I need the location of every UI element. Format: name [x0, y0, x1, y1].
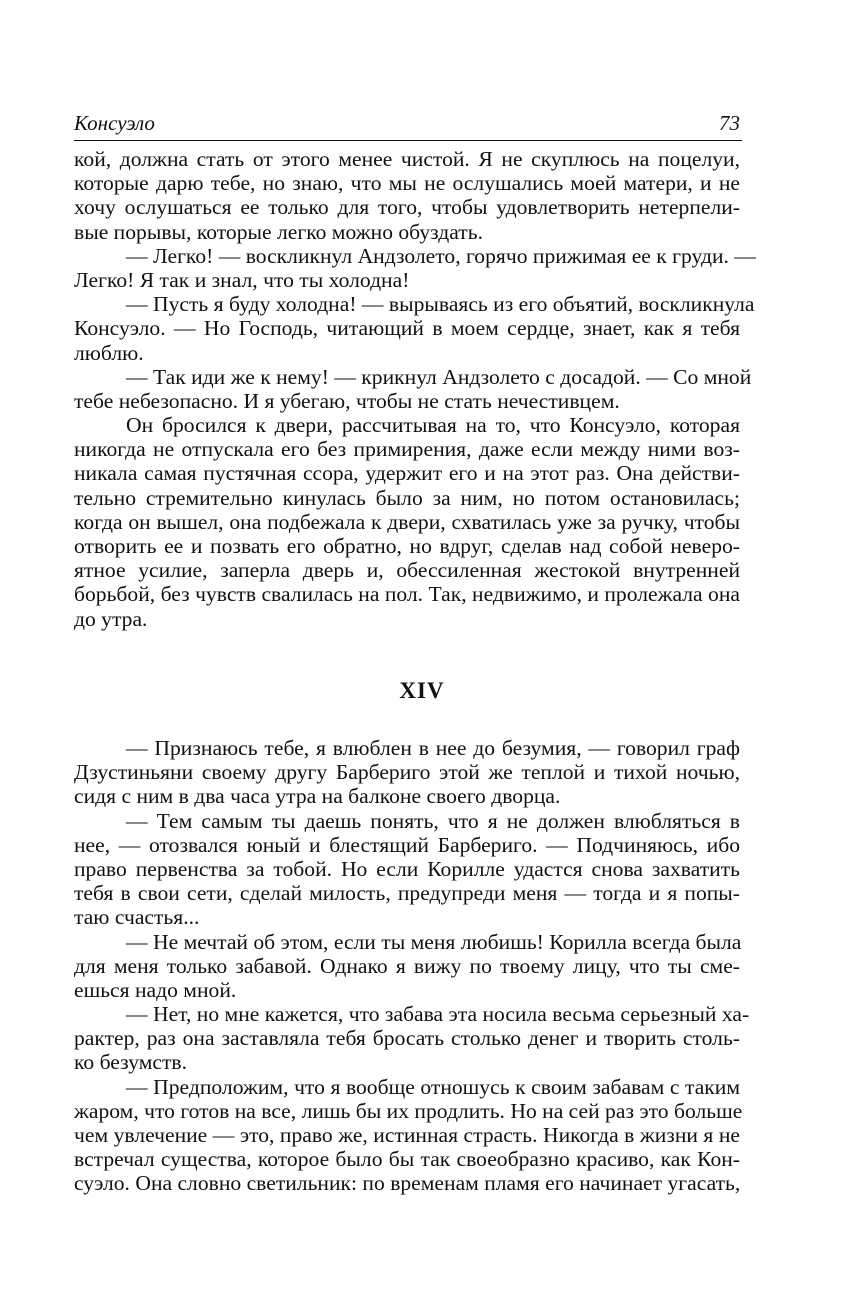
text-line: до утра.	[74, 606, 148, 631]
text-line: ешься надо мной.	[74, 977, 237, 1002]
text-line: чем увлечение — это, право же, истинная страсть. Никогда в жизни я не	[74, 1123, 740, 1147]
chapter-heading: XIV	[399, 678, 445, 703]
text-line: таю счастья...	[74, 905, 200, 930]
text-line: Легко! Я так и знал, что ты холодна!	[74, 267, 410, 292]
page-header	[74, 110, 742, 141]
text-line: суэло. Она словно светильник: по временам пламя его начинает угасать,	[74, 1171, 741, 1196]
text-block-before-chapter	[74, 147, 756, 631]
text-line: право первенства за тобой. Но если Корилле удастся снова захватить	[74, 856, 740, 881]
running-title: Консуэло	[74, 111, 155, 135]
text-line: кой, должна стать от этого менее чистой. Я не скуплюсь на поцелуи,	[74, 147, 740, 171]
text-line: тебе небезопасно. И я убегаю, чтобы не стать нечестивцем.	[74, 388, 620, 413]
text-line: рактер, раз она заставляла тебя бросать столько денег и творить столь-	[74, 1026, 740, 1051]
text-line: Дзустиньяни своему другу Барбериго этой же теплой и тихой ночью,	[74, 760, 740, 785]
text-line: — Нет, но мне кажется, что забава эта носила весьма серьезный ха-	[126, 1002, 750, 1027]
text-line: встречал существа, которое было бы так своеобразно красиво, как Кон-	[74, 1147, 740, 1172]
text-line: ятное усилие, заперла дверь и, обессиленная жестокой внутренней	[74, 558, 740, 583]
text-line: когда он вышел, она подбежала к двери, схватилась уже за ручку, чтобы	[74, 509, 740, 534]
text-line: тельно стремительно кинулась было за ним, но потом остановилась;	[74, 485, 740, 510]
text-line: хочу ослушаться ее только для того, чтобы удовлетворить нетерпели-	[74, 195, 740, 220]
text-line: — Предположим, что я вообще отношусь к своим забавам с таким	[126, 1074, 740, 1099]
text-line: — Пусть я буду холодна! — вырываясь из его объятий, воскликнула	[126, 292, 755, 317]
text-line: никогда не отпускала его без примирения, даже если между ними воз-	[74, 437, 740, 462]
text-line: ко безумств.	[74, 1050, 188, 1075]
text-line: отворить ее и позвать его обратно, но вдруг, сделав над собой неверо-	[74, 534, 740, 558]
text-line: которые дарю тебе, но знаю, что мы не ослушались моей матери, и не	[74, 171, 740, 196]
text-line: борьбой, без чувств свалилась на пол. Так, недвижимо, и пролежала она	[74, 582, 740, 607]
text-line: сидя с ним в два часа утра на балконе своего дворца.	[74, 784, 561, 809]
text-line: жаром, что готов на все, лишь бы их продлить. Но на сей раз это больше	[74, 1098, 743, 1123]
text-line: нее, — отозвался юный и блестящий Барбериго. — Подчиняюсь, ибо	[74, 832, 740, 857]
text-line: — Не мечтай об этом, если ты меня любишь! Корилла всегда была	[126, 929, 742, 954]
text-line: никала самая пустячная ссора, удержит его и на этот раз. Она действи-	[74, 461, 740, 486]
text-line: вые порывы, которые легко можно обуздать.	[74, 219, 483, 244]
text-line: — Тем самым ты даешь понять, что я не должен влюбляться в	[126, 808, 740, 833]
text-line: тебя в свои сети, сделай милость, предупреди меня — тогда и я попы-	[74, 881, 740, 906]
text-line: — Так иди же к нему! — крикнул Андзолето с досадой. — Со мной	[126, 364, 752, 389]
text-line: для меня только забавой. Однако я вижу по твоему лицу, что ты сме-	[74, 953, 740, 978]
text-line: Консуэло. — Но Господь, читающий в моем сердце, знает, как я тебя	[74, 316, 740, 341]
page-number: 73	[719, 111, 740, 135]
text-block-chapter-start	[74, 736, 750, 1196]
text-line: люблю.	[74, 340, 144, 365]
text-line: — Признаюсь тебе, я влюблен в нее до безумия, — говорил граф	[126, 736, 740, 760]
text-line: Он бросился к двери, рассчитывая на то, что Консуэло, которая	[126, 413, 740, 438]
text-line: — Легко! — воскликнул Андзолето, горячо прижимая ее к груди. —	[126, 243, 756, 268]
